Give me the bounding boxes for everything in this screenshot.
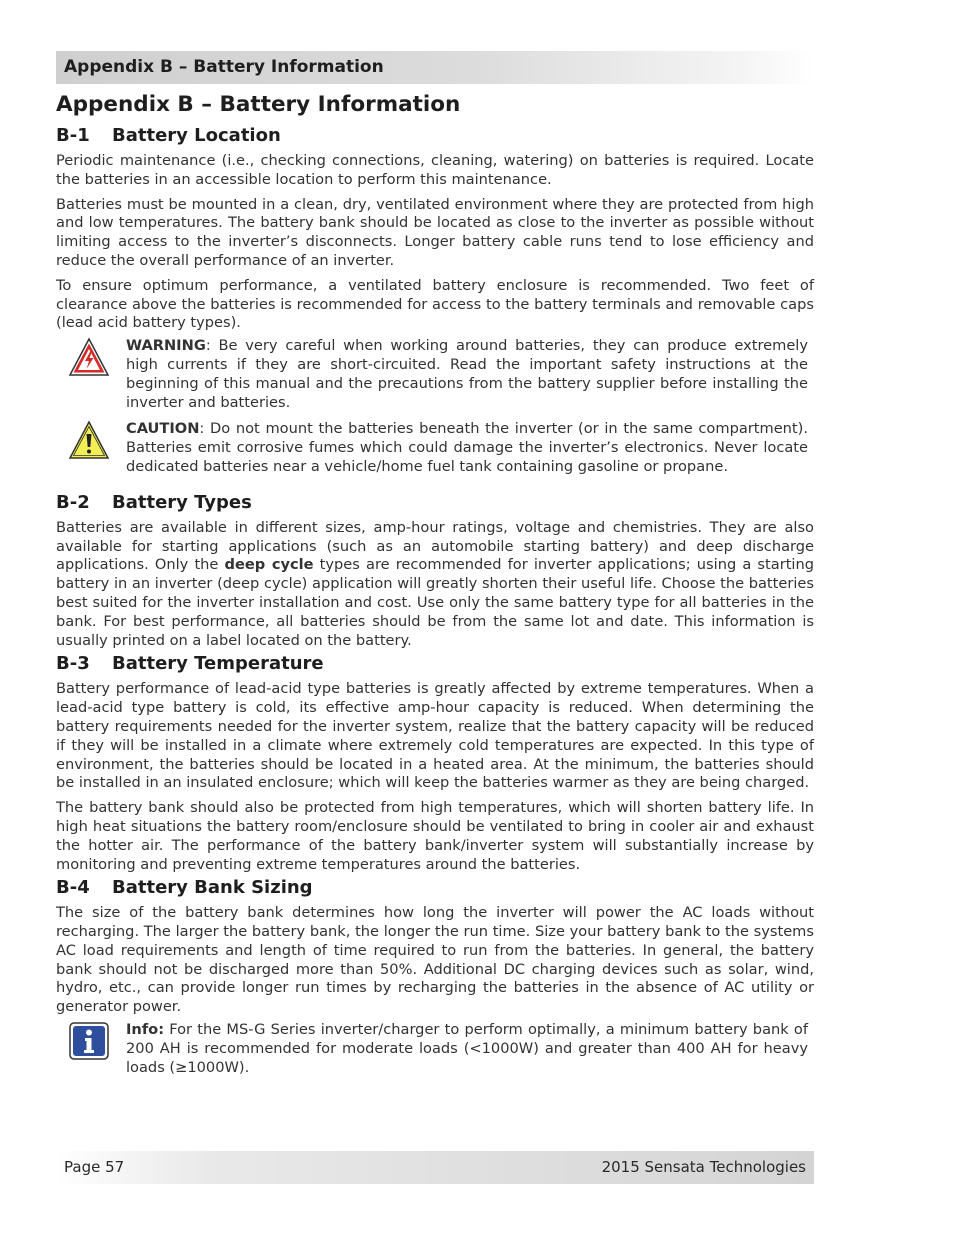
warning-label: WARNING bbox=[126, 337, 206, 355]
page-title: Appendix B – Battery Information bbox=[56, 92, 461, 117]
page-number: Page 57 bbox=[64, 1158, 125, 1176]
paragraph: To ensure optimum performance, a ventilated battery enclosure is recommended. Two feet of clearance above the batteries is recommended for access to the battery terminals and removable caps (lead acid battery types). bbox=[56, 276, 814, 332]
warning-body: : Be very careful when working around batteries, they can produce extremely high currents if they are short-circuited. Read the important safety instructions at the beginning of this manual and the precautions from the battery supplier before installing the inverter and batteries. bbox=[126, 337, 808, 411]
footer-bar bbox=[56, 1151, 814, 1184]
copyright: 2015 Sensata Technologies bbox=[601, 1158, 806, 1176]
section-title: Battery Types bbox=[112, 491, 252, 513]
caution-label: CAUTION bbox=[126, 420, 200, 438]
bold-term: deep cycle bbox=[224, 556, 314, 574]
warning-notice bbox=[56, 337, 814, 412]
warning-text bbox=[126, 337, 814, 412]
paragraph-text: types are recommended for inverter applications; using a starting battery in an inverter (deep cycle) application will greatly shorten their useful life. Choose the batteries best suited for the inverter installation and cost. Use only the same battery type for all batteries in the bank. For best performance, all batteries should be from the same lot and date. This information is usually printed on a label located on the battery. bbox=[56, 556, 814, 649]
paragraph: The battery bank should also be protected from high temperatures, which will shorten battery life. In high heat situations the battery room/enclosure should be ventilated to bring in cooler air and exhaust the hotter air. The performance of the battery bank/inverter system will substantially increase by monitoring and preventing extreme temperatures around the batteries. bbox=[56, 799, 814, 873]
section-heading-b2 bbox=[56, 491, 814, 515]
paragraph bbox=[56, 519, 814, 651]
paragraph-text: Batteries are available in different sizes, amp-hour ratings, voltage and chemistries. They are also available for starting applications (such as an automobile starting battery) and deep discharge applications. Only the bbox=[56, 518, 814, 574]
section-heading-b3 bbox=[56, 652, 814, 676]
paragraph: Periodic maintenance (i.e., checking connections, cleaning, watering) on batteries is required. Locate the batteries in an accessible location to perform this maintenance. bbox=[56, 152, 814, 188]
info-notice bbox=[56, 1021, 814, 1077]
section-title: Battery Location bbox=[112, 125, 281, 146]
section-heading-b4 bbox=[56, 876, 814, 900]
section-number: B-4 bbox=[56, 877, 90, 899]
info-text bbox=[126, 1021, 814, 1077]
section-title: Battery Bank Sizing bbox=[112, 877, 313, 899]
paragraph: Battery performance of lead-acid type batteries is greatly affected by extreme temperatures. When a lead-acid type battery is cold, its effective amp-hour capacity is reduced. When determining the battery requirements needed for the inverter system, realize that the battery capacity will be reduced if they will be installed in a climate where extremely cold temperatures are expected. In this type of environment, the batteries should be located in a heated area. At the minimum, the batteries should be installed in an insulated enclosure; which will keep the batteries warmer as they are being charged. bbox=[56, 680, 814, 792]
info-icon bbox=[68, 1021, 110, 1061]
caution-body: : Do not mount the batteries beneath the inverter (or in the same compartment). Batteries emit corrosive fumes which could damage the inverter’s electronics. Never locate dedicated batteries near a vehicle/home fuel tank containing gasoline or propane. bbox=[126, 420, 808, 475]
info-body: For the MS-G Series inverter/charger to perform optimally, a minimum battery bank of 200 AH is recommended for moderate loads (<1000W) and greater than 400 AH for heavy loads (≥1000W). bbox=[126, 1021, 808, 1076]
info-label: Info: bbox=[126, 1021, 165, 1039]
section-heading-b1 bbox=[56, 124, 814, 148]
header-title: Appendix B – Battery Information bbox=[64, 57, 384, 77]
section-number: B-3 bbox=[56, 653, 90, 675]
section-number: B-1 bbox=[56, 125, 90, 146]
paragraph: The size of the battery bank determines how long the inverter will power the AC loads without recharging. The larger the battery bank, the longer the run time. Size your battery bank to the systems AC load requirements and length of time required to run from the batteries. In general, the battery bank should not be discharged more than 50%. Additional DC charging devices such as solar, wind, hydro, etc., can provide longer run times by recharging the batteries in the absence of AC utility or generator power. bbox=[56, 904, 814, 1016]
electrical-hazard-icon bbox=[68, 337, 110, 377]
section-number: B-2 bbox=[56, 491, 90, 513]
page-content bbox=[56, 90, 814, 1085]
caution-text bbox=[126, 420, 814, 476]
paragraph: Batteries must be mounted in a clean, dry, ventilated environment where they are protected from high and low temperatures. The battery bank should be located as close to the inverter as possible without limiting access to the inverter’s disconnects. Longer battery cable runs tend to lose efficiency and reduce the overall performance of an inverter. bbox=[56, 195, 814, 269]
caution-exclamation-icon bbox=[68, 420, 110, 460]
section-title: Battery Temperature bbox=[112, 653, 324, 675]
header-bar bbox=[56, 51, 814, 84]
caution-notice bbox=[56, 420, 814, 476]
